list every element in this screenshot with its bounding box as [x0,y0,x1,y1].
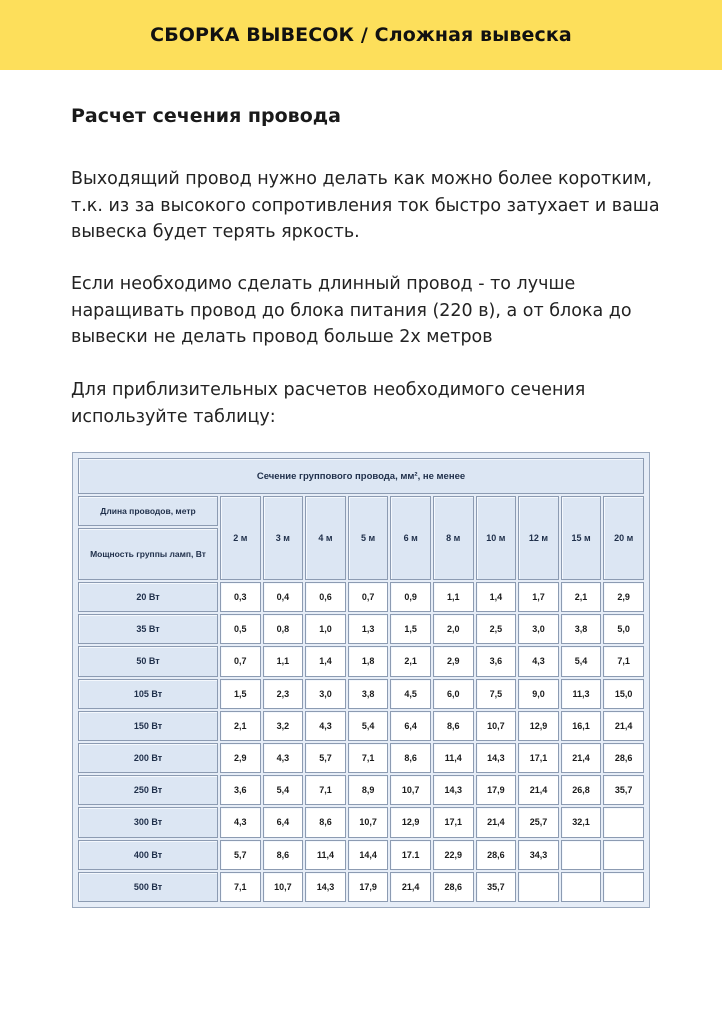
table-cell: 22,9 [433,840,474,870]
table-cell: 21,4 [390,872,431,902]
table-cell: 21,4 [518,775,559,805]
table-cell: 0,7 [220,646,261,676]
table-cell [603,872,644,902]
table-cell: 2,9 [220,743,261,773]
length-header: Длина проводов, метр [78,496,218,526]
table-cell: 17,1 [518,743,559,773]
table-cell: 34,3 [518,840,559,870]
table-cell: 0,9 [390,582,431,612]
table-cell: 4,5 [390,679,431,709]
table-row [78,582,644,612]
table-row [78,807,644,837]
table-cell: 1,7 [518,582,559,612]
table-row [78,679,644,709]
table-cell: 32,1 [561,807,602,837]
paragraph-table-intro: Для приблизительных расчетов необходимого сечения используйте таблицу: [71,380,586,427]
row-label: 300 Вт [78,807,218,837]
table-cell: 8,9 [348,775,389,805]
row-label: 400 Вт [78,840,218,870]
table-row [78,775,644,805]
table-cell: 3,2 [263,711,304,741]
table-cell: 10,7 [263,872,304,902]
table-row [78,840,644,870]
table-cell: 2,3 [263,679,304,709]
row-label: 35 Вт [78,614,218,644]
column-header: 6 м [390,496,431,580]
table-cell: 28,6 [433,872,474,902]
table-cell: 5,4 [263,775,304,805]
row-label: 105 Вт [78,679,218,709]
table-cell: 6,0 [433,679,474,709]
table-cell: 2,1 [390,646,431,676]
table-row [78,743,644,773]
table-cell: 6,4 [390,711,431,741]
table-cell: 1,4 [476,582,517,612]
table-cell: 2,9 [433,646,474,676]
column-header: 2 м [220,496,261,580]
table-row [78,646,644,676]
table-cell: 1,1 [433,582,474,612]
column-header: 5 м [348,496,389,580]
table-cell: 14,3 [305,872,346,902]
table-cell: 28,6 [603,743,644,773]
wire-section-table-frame [72,452,650,908]
table-cell: 1,5 [220,679,261,709]
table-cell: 1,4 [305,646,346,676]
table-cell: 28,6 [476,840,517,870]
table-cell [518,872,559,902]
table-cell [603,840,644,870]
wire-section-table [76,456,646,904]
table-cell [603,807,644,837]
column-header: 20 м [603,496,644,580]
power-header: Мощность группы ламп, Вт [78,528,218,580]
table-cell: 4,3 [518,646,559,676]
table-body [78,582,644,902]
table-cell: 16,1 [561,711,602,741]
row-label: 150 Вт [78,711,218,741]
table-cell: 3,0 [305,679,346,709]
table-cell: 3,0 [518,614,559,644]
table-cell: 7,1 [348,743,389,773]
table-cell: 21,4 [603,711,644,741]
table-cell: 5,4 [561,646,602,676]
column-header: 4 м [305,496,346,580]
table-cell: 7,1 [305,775,346,805]
row-label: 500 Вт [78,872,218,902]
table-cell: 21,4 [476,807,517,837]
table-row [78,872,644,902]
table-cell: 17,9 [476,775,517,805]
table-cell: 8,6 [263,840,304,870]
table-cell [561,840,602,870]
table-cell: 12,9 [518,711,559,741]
row-label: 20 Вт [78,582,218,612]
table-cell: 4,3 [263,743,304,773]
table-cell: 3,6 [476,646,517,676]
table-cell: 14,4 [348,840,389,870]
table-cell: 5,0 [603,614,644,644]
table-cell: 2,0 [433,614,474,644]
table-cell: 9,0 [518,679,559,709]
table-cell: 17.1 [390,840,431,870]
paragraph-long-wire: Если необходимо сделать длинный провод - то лучше наращивать провод до блока питания (220 в), а от блока до вывески не делать провод больше 2х метров [71,274,632,347]
table-cell: 11,4 [433,743,474,773]
table-cell: 21,4 [561,743,602,773]
table-cell: 1,1 [263,646,304,676]
column-header: 8 м [433,496,474,580]
column-header: 12 м [518,496,559,580]
table-cell: 2,5 [476,614,517,644]
table-cell: 7,5 [476,679,517,709]
table-cell: 0,3 [220,582,261,612]
table-cell: 35,7 [603,775,644,805]
table-cell: 11,3 [561,679,602,709]
section-title: Расчет сечения провода [71,105,341,127]
row-label: 50 Вт [78,646,218,676]
table-cell: 0,5 [220,614,261,644]
table-cell: 35,7 [476,872,517,902]
table-cell: 8,6 [305,807,346,837]
table-cell: 1,3 [348,614,389,644]
column-header: 3 м [263,496,304,580]
table-cell: 1,8 [348,646,389,676]
table-cell: 0,7 [348,582,389,612]
table-cell: 3,6 [220,775,261,805]
row-label: 200 Вт [78,743,218,773]
table-cell: 8,6 [390,743,431,773]
column-header: 15 м [561,496,602,580]
table-cell: 5,4 [348,711,389,741]
table-cell: 10,7 [348,807,389,837]
paragraph-short-wire: Выходящий провод нужно делать как можно более коротким, т.к. из за высокого сопротивления ток быстро затухает и ваша вывеска будет терять яркость. [71,169,660,242]
table-cell: 12,9 [390,807,431,837]
table-cell: 0,6 [305,582,346,612]
table-cell: 2,1 [220,711,261,741]
table-cell: 25,7 [518,807,559,837]
table-cell: 10,7 [390,775,431,805]
table-cell: 3,8 [561,614,602,644]
table-cell: 2,1 [561,582,602,612]
table-cell: 8,6 [433,711,474,741]
table-cell: 11,4 [305,840,346,870]
table-cell: 1,5 [390,614,431,644]
page-header [0,0,722,70]
row-label: 250 Вт [78,775,218,805]
table-cell: 10,7 [476,711,517,741]
table-cell: 2,9 [603,582,644,612]
table-row [78,614,644,644]
table-cell: 1,0 [305,614,346,644]
table-cell: 5,7 [220,840,261,870]
header-title: СБОРКА ВЫВЕСОК / Сложная вывеска [150,24,572,46]
table-row [78,711,644,741]
table-cell: 0,4 [263,582,304,612]
table-cell: 26,8 [561,775,602,805]
table-cell: 14,3 [433,775,474,805]
column-header: 10 м [476,496,517,580]
table-cell: 7,1 [603,646,644,676]
table-cell: 6,4 [263,807,304,837]
table-cell: 0,8 [263,614,304,644]
table-cell: 4,3 [305,711,346,741]
table-caption: Сечение группового провода, мм², не менее [78,458,644,494]
table-cell: 7,1 [220,872,261,902]
table-cell: 3,8 [348,679,389,709]
table-cell: 17,9 [348,872,389,902]
table-cell: 4,3 [220,807,261,837]
table-cell: 5,7 [305,743,346,773]
table-cell [561,872,602,902]
table-cell: 17,1 [433,807,474,837]
table-cell: 15,0 [603,679,644,709]
table-cell: 14,3 [476,743,517,773]
